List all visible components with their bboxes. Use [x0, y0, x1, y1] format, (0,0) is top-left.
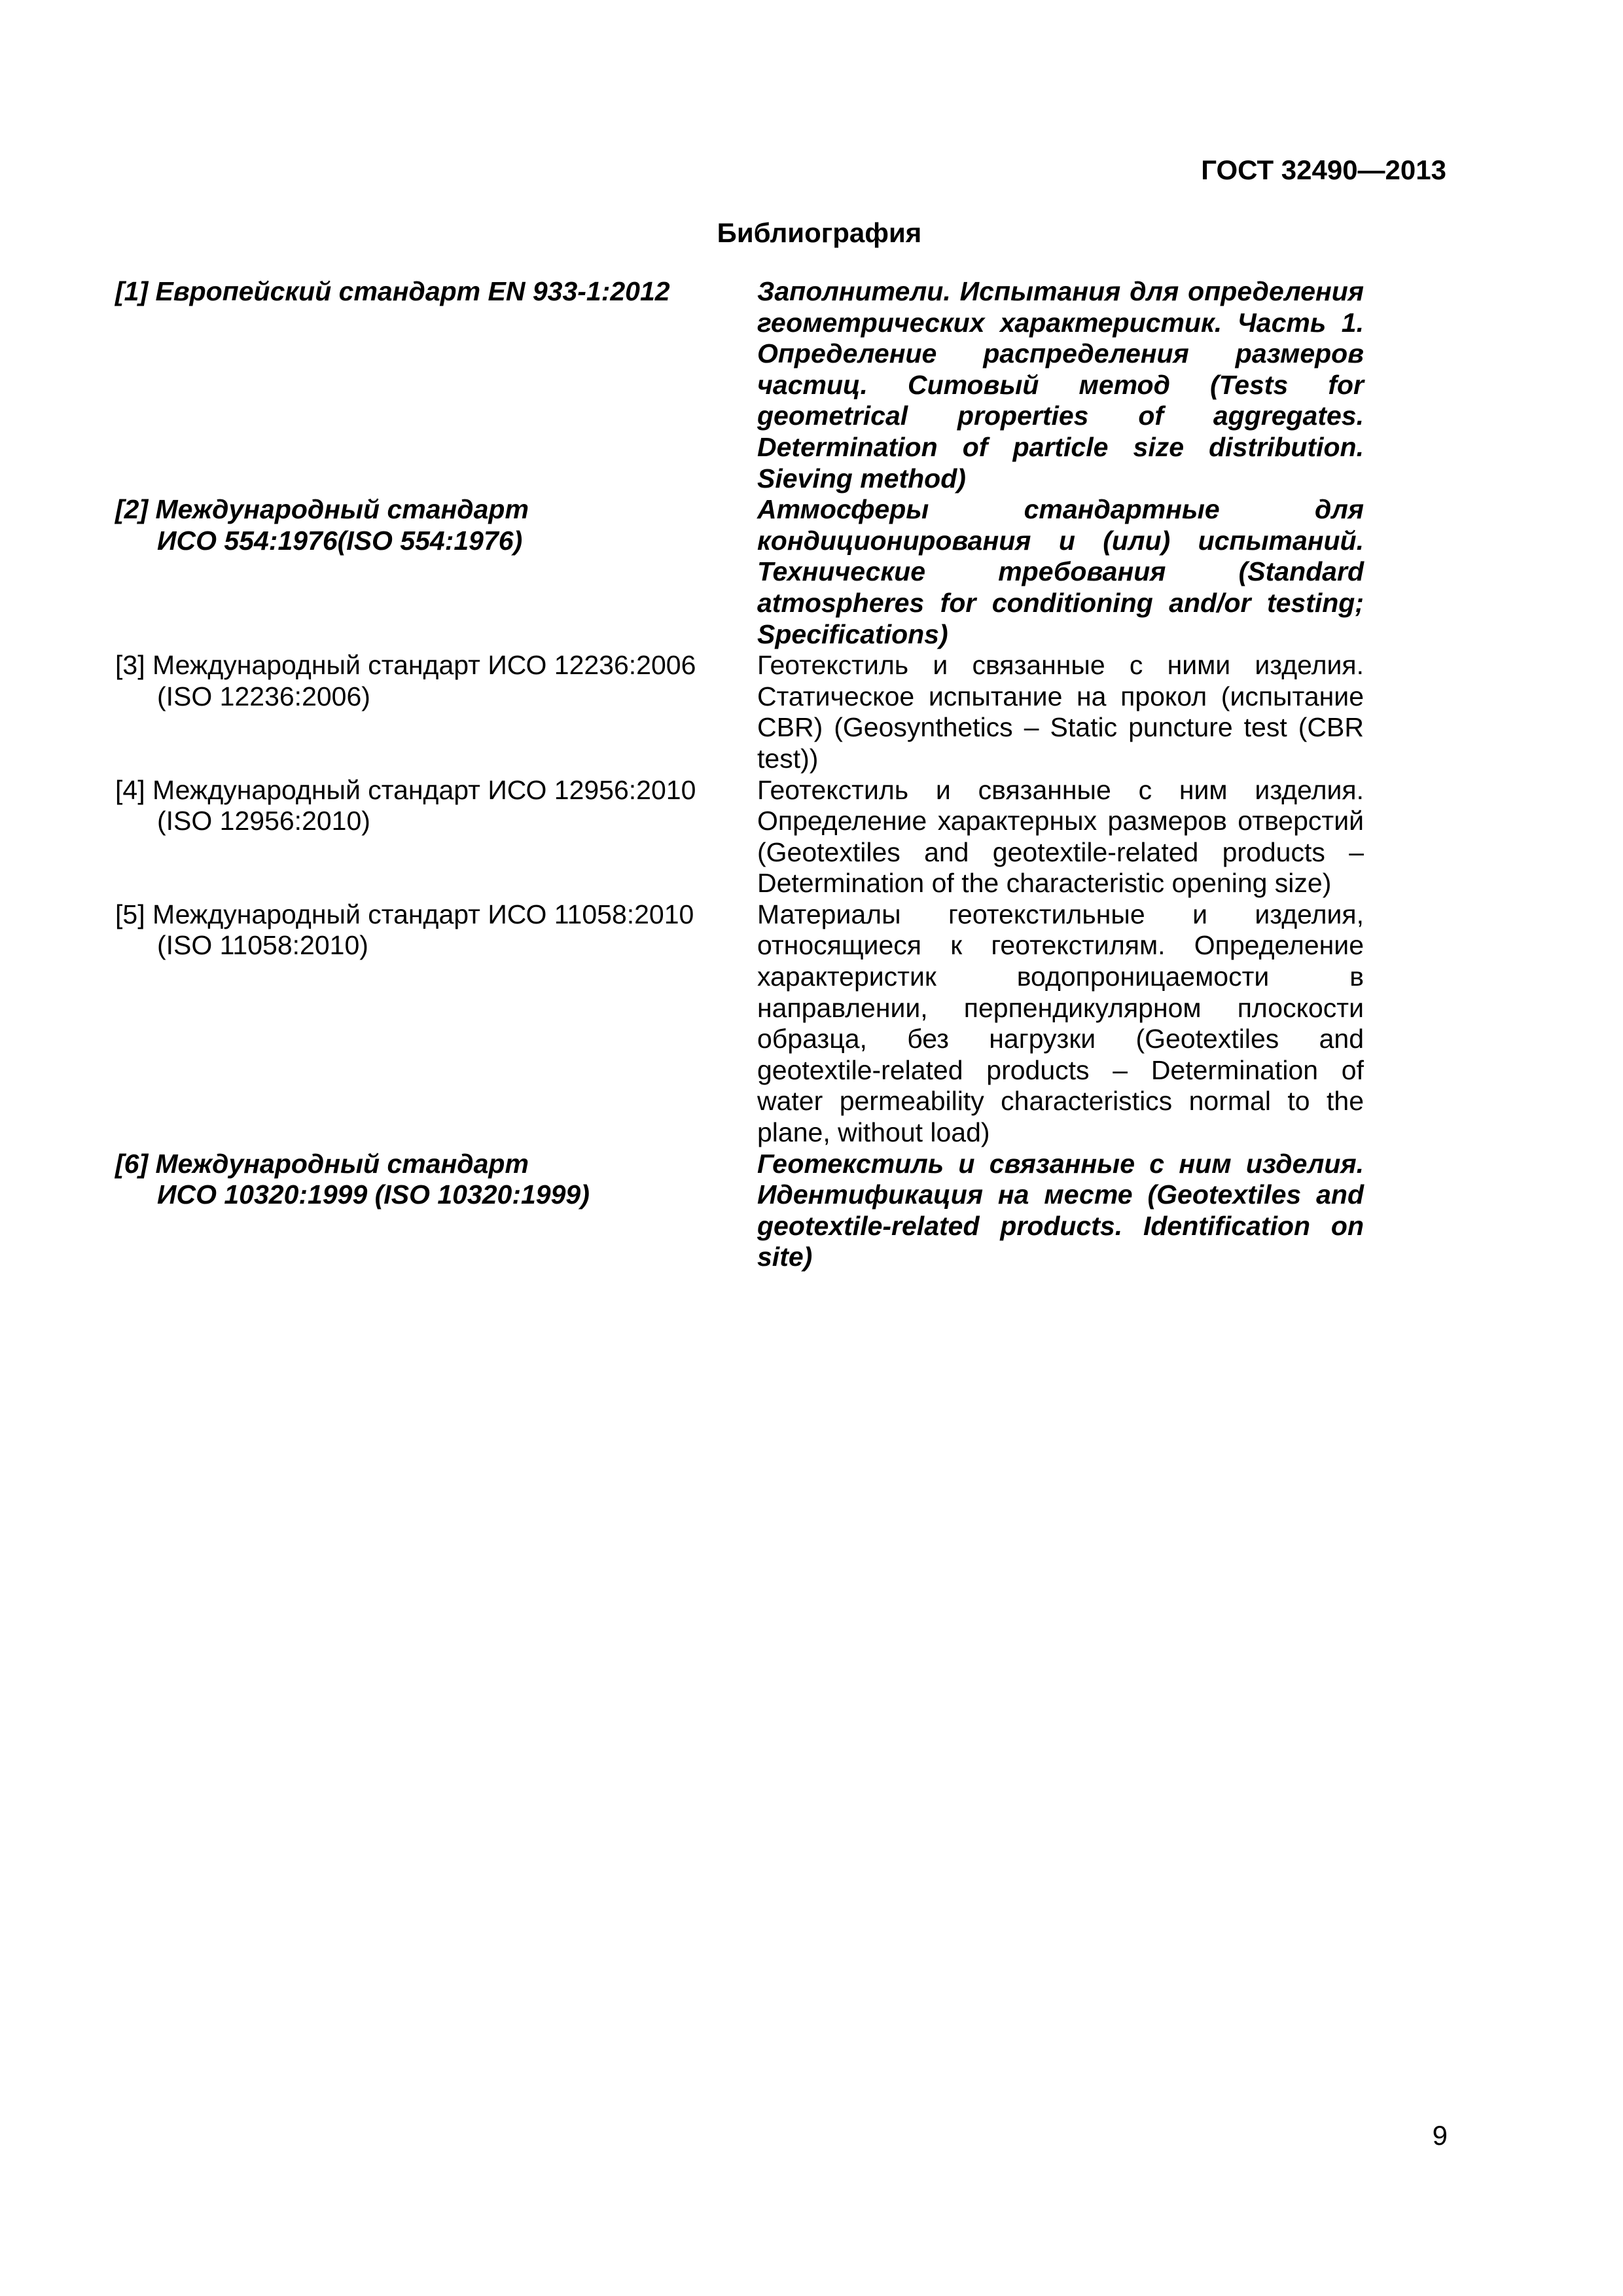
bibliography-list	[115, 276, 1364, 1273]
entry-reference	[115, 650, 757, 774]
entry-reference	[115, 1149, 757, 1273]
bibliography-heading: Библиография	[717, 217, 922, 248]
entry-description: Заполнители. Испытания для определения геометрических характеристик. Часть 1. Определение распределения размеров частиц. Ситовый метод (Tests for geometrical properties of aggregates. Determination of particle size distribution. Sieving method)	[757, 276, 1364, 493]
entry-reference	[115, 276, 757, 494]
entry-reference	[115, 494, 757, 650]
entry-description: Материалы геотекстильные и изделия, относящиеся к геотекстилям. Определение характеристик водопроницаемости в направлении, перпендикулярном плоскости образца, без нагрузки (Geotextiles and geotextile-related products – Determination of water permeability characteristics normal to the plane, without load)	[757, 899, 1364, 1148]
reference-continuation: (ISO 11058:2010)	[157, 930, 368, 961]
reference-line: [2] Международный стандарт	[115, 494, 529, 525]
entry-description: Атмосферы стандартные для кондиционирования и (или) испытаний. Технические требования (Standard atmospheres for conditioning and/or testing; Specifications)	[757, 494, 1364, 649]
bibliography-entry-6	[115, 1149, 1364, 1273]
reference-line: [1] Европейский стандарт EN 933-1:2012	[115, 276, 670, 306]
reference-line: [3] Международный стандарт ИСО 12236:2006	[115, 650, 696, 681]
document-code-header: ГОСТ 32490—2013	[1201, 154, 1446, 185]
entry-description: Геотекстиль и связанные с ним изделия. Определение характерных размеров отверстий (Geotextiles and geotextile-related products – Determination of the characteristic opening size)	[757, 774, 1364, 899]
reference-continuation: ИСО 554:1976(ISO 554:1976)	[157, 525, 523, 556]
reference-continuation: ИСО 10320:1999 (ISO 10320:1999)	[157, 1179, 590, 1210]
entry-description: Геотекстиль и связанные с ним изделия. Идентификация на месте (Geotextiles and geotextile-related products. Identification on site)	[757, 1148, 1364, 1272]
page-number: 9	[1432, 2120, 1448, 2151]
reference-line: [6] Международный стандарт	[115, 1148, 529, 1179]
bibliography-entry-5	[115, 899, 1364, 1149]
reference-line: [4] Международный стандарт ИСО 12956:2010	[115, 774, 696, 805]
reference-line: [5] Международный стандарт ИСО 11058:2010	[115, 899, 694, 929]
entry-reference	[115, 899, 757, 1149]
entry-description: Геотекстиль и связанные с ними изделия. Статическое испытание на прокол (испытание CBR) (Geosynthetics – Static puncture test (CBR test))	[757, 650, 1364, 774]
reference-continuation: (ISO 12956:2010)	[157, 806, 370, 836]
entry-reference	[115, 775, 757, 899]
reference-continuation: (ISO 12236:2006)	[157, 681, 370, 711]
bibliography-entry-1	[115, 276, 1364, 494]
bibliography-entry-2	[115, 494, 1364, 650]
bibliography-entry-3	[115, 650, 1364, 774]
bibliography-entry-4	[115, 775, 1364, 899]
